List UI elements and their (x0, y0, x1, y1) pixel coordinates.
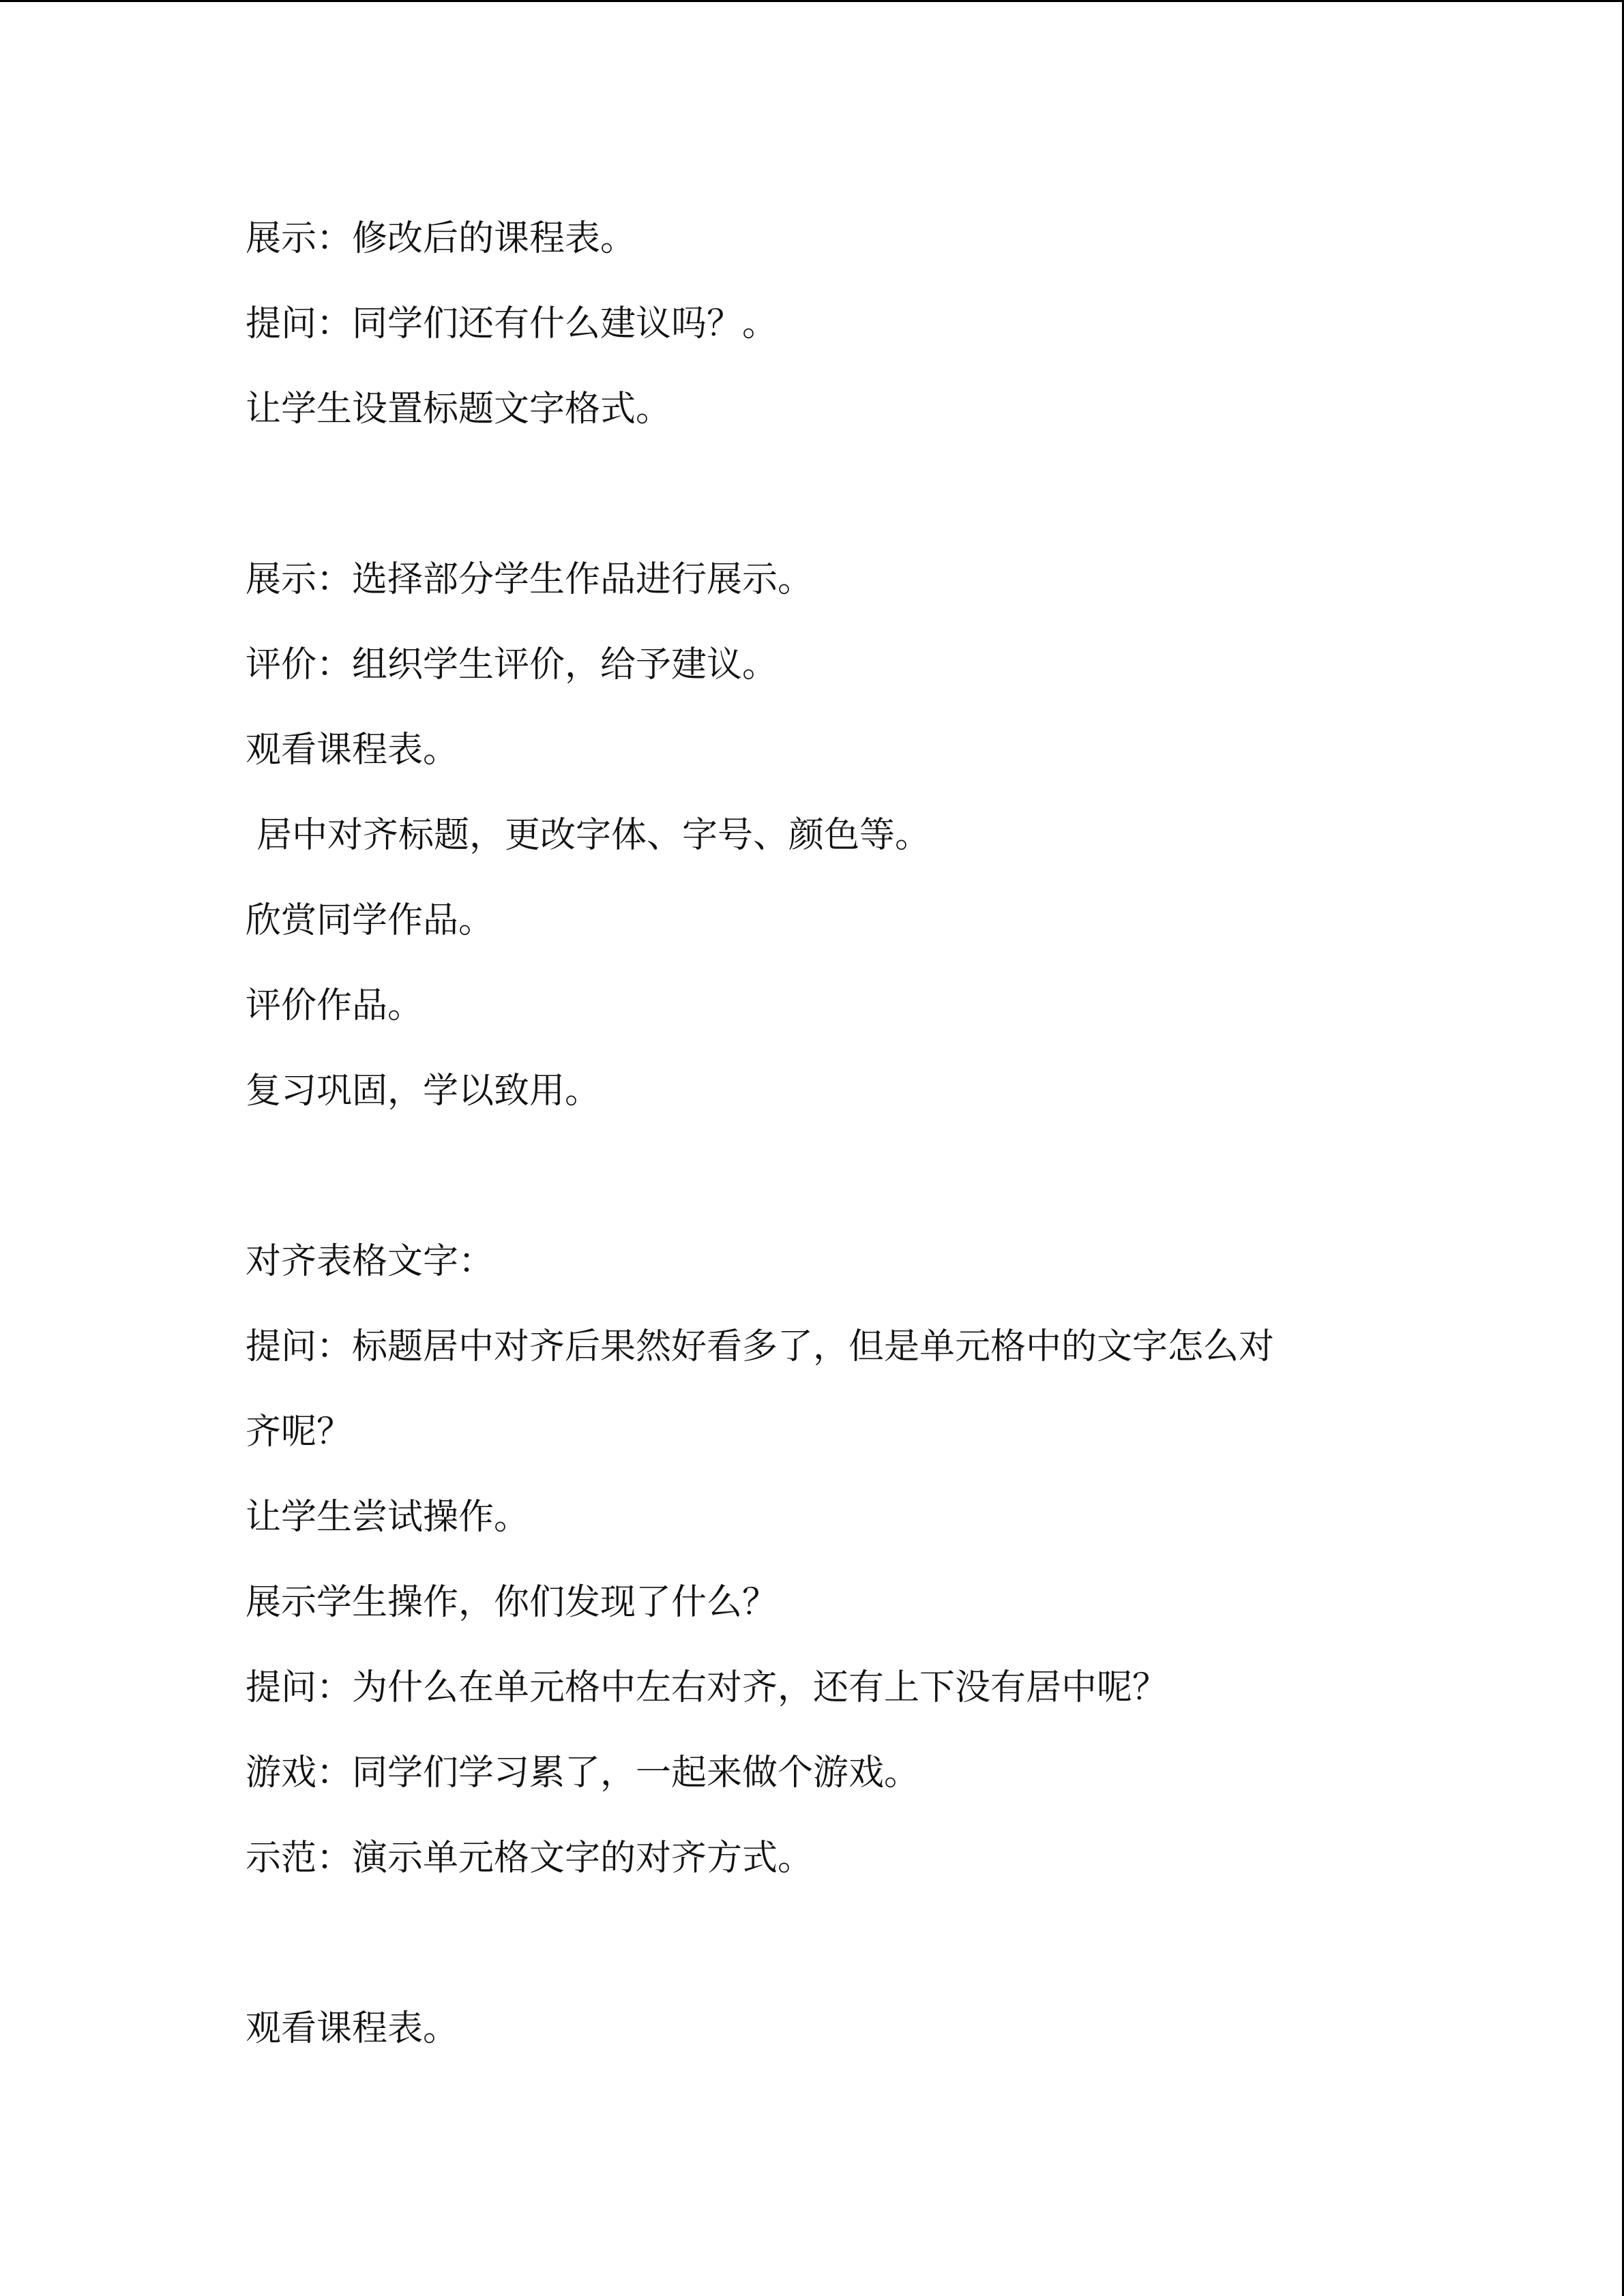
text-line: 展示学生操作，你们发现了什么？ (246, 1582, 778, 1623)
text-line: 评价作品。 (246, 985, 424, 1026)
text-line: 让学生设置标题文字格式。 (246, 389, 672, 430)
text-line: 提问：为什么在单元格中左右对齐，还有上下没有居中呢？ (246, 1667, 1168, 1708)
text-line: 提问：同学们还有什么建议吗？。 (246, 303, 778, 344)
page-top-border (0, 0, 1624, 2)
text-line: 游戏：同学们学习累了，一起来做个游戏。 (246, 1753, 920, 1793)
text-line: 观看课程表。 (246, 730, 459, 771)
text-line: 展示：修改后的课程表。 (246, 218, 636, 259)
text-line: 观看课程表。 (246, 2008, 459, 2049)
text-line: 示范：演示单元格文字的对齐方式。 (246, 1838, 814, 1879)
text-line: 提问：标题居中对齐后果然好看多了，但是单元格中的文字怎么对 (246, 1326, 1275, 1367)
text-line: 居中对齐标题，更改字体、字号、颜色等。 (256, 815, 931, 856)
section-heading: 对齐表格文字： (246, 1241, 494, 1282)
text-line: 评价：组织学生评价，给予建议。 (246, 644, 778, 685)
text-line: 让学生尝试操作。 (246, 1497, 530, 1538)
text-line: 复习巩固，学以致用。 (246, 1071, 601, 1112)
text-line: 欣赏同学作品。 (246, 900, 494, 941)
text-line: 展示：选择部分学生作品进行展示。 (246, 559, 814, 600)
text-line: 齐呢？ (246, 1412, 353, 1452)
